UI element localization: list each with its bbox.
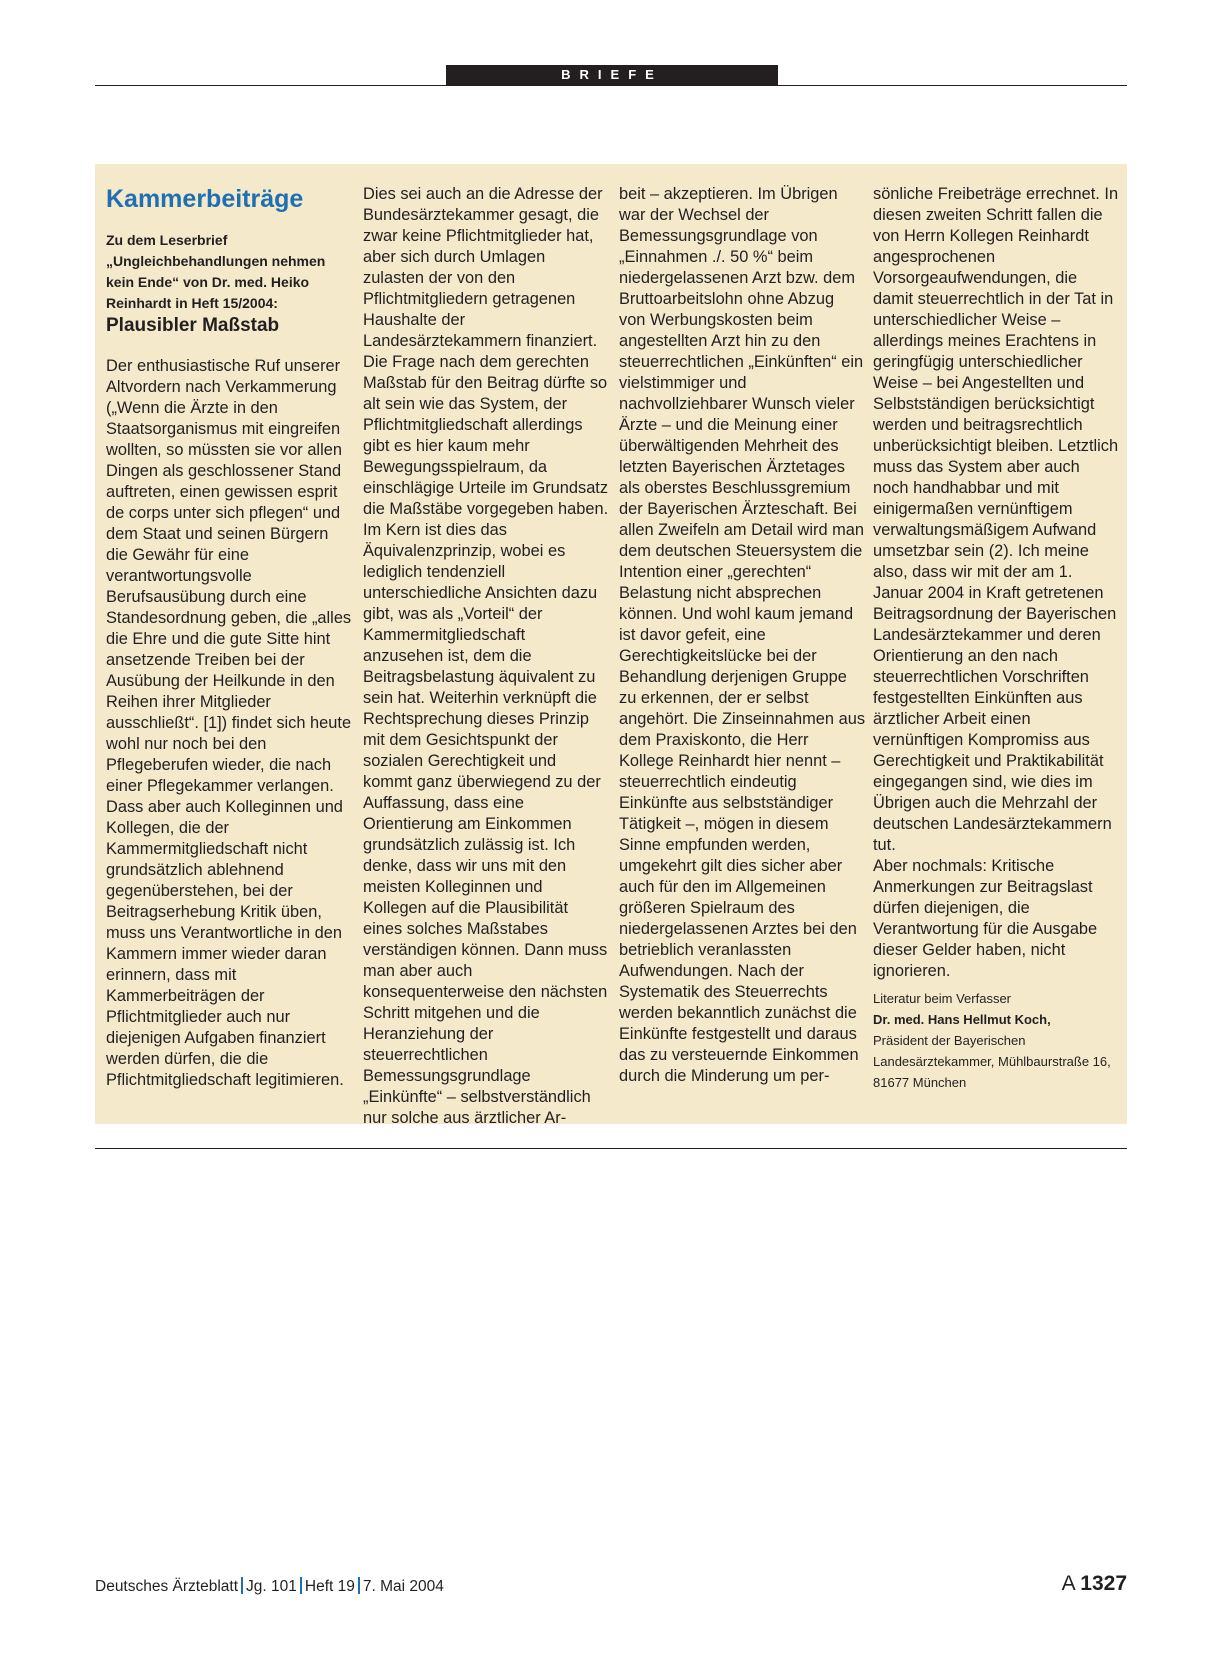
column-3 — [619, 184, 865, 1087]
column-4 — [873, 184, 1119, 1093]
letter-box — [95, 164, 1127, 1127]
journal-name: Deutsches Ärzteblatt — [95, 1578, 239, 1595]
author-name: Dr. med. Hans Hellmut Koch, — [873, 1012, 1051, 1027]
bottom-rule — [95, 1148, 1127, 1149]
article-intro: Zu dem Leserbrief „Ungleichbehandlungen nehmen kein Ende“ von Dr. med. Heiko Reinhardt in Heft 15/2004: — [106, 232, 326, 311]
article-subhead: Plausibler Maßstab — [106, 315, 280, 336]
page-number-value: 1327 — [1080, 1572, 1127, 1595]
separator — [358, 1577, 360, 1594]
page-number — [1062, 1572, 1127, 1596]
separator — [241, 1577, 243, 1594]
section-label: BRIEFE — [446, 65, 778, 85]
body-paragraph: Die Frage nach dem gerechten Maßstab für den Beitrag dürfte so alt sein wie das System, der Pflichtmitgliedschaft allerdings gibt es hier kaum mehr Bewegungsspielraum, da einschlägige Urteile im Grundsatz die Maßstäbe vorgegeben haben. Im Kern ist dies das Äquivalenzprinzip, wobei es lediglich tendenziell unterschiedliche Ansichten dazu gibt, was als „Vorteil“ der Kammermitgliedschaft anzusehen ist, dem die Beitragsbelastung äquivalent zu sein hat. Weiterhin verknüpft die Rechtsprechung dieses Prinzip mit dem Gesichtspunkt der sozialen Gerechtigkeit und kommt ganz überwiegend zu der Auffassung, dass eine Orientierung am Einkommen grundsätzlich zulässig ist. Ich denke, dass wir uns mit den meisten Kolleginnen und Kollegen auf die Plausibilität eines solches Maßstabes verständigen können. Dann muss man aber auch konsequenterweise den nächsten Schritt mitgehen und die Heranziehung der steuerrechtlichen Bemessungsgrundlage „Einkünfte“ – selbstverständlich nur solche aus ärztlicher Ar- — [363, 353, 609, 1127]
body-paragraph: Der enthusiastische Ruf unserer Altvordern nach Verkammerung („Wenn die Ärzte in den Staatsorganismus mit eingreifen wollten, so müssten sie vor allen Dingen als geschlossener Stand auftreten, einen gewissen esprit de corps unter sich pflegen“ und dem Staat und seinen Bürgern die Gewähr für eine verantwortungsvolle Berufsausübung durch eine Standesordnung geben, die „alles die Ehre und die gute Sitte hint ansetzende Treiben bei der Ausübung der Heilkunde in den Reihen ihrer Mitglieder ausschließt“. [1]) findet sich heute wohl nur noch bei den Pflegeberufen wieder, die nach einer Pflegekammer verlangen. Dass aber auch Kolleginnen und Kollegen, die der Kammermitgliedschaft nicht grundsätzlich ablehnend gegenüberstehen, bei der Beitragserhebung Kritik üben, muss uns Verantwortliche in den Kammern immer wieder daran erinnern, dass mit Kammerbeiträgen der Pflichtmitglieder auch nur diejenigen Aufgaben finanziert werden dürfen, die die Pflichtmitgliedschaft legitimieren. — [106, 357, 352, 1089]
body-paragraph: sönliche Freibeträge errechnet. In diesen zweiten Schritt fallen die von Herrn Kollegen Reinhardt angesprochenen Vorsorgeaufwendungen, die damit steuerrechtlich in der Tat in unterschiedlicher Weise – allerdings meines Erachtens in geringfügig unterschiedlicher Weise – bei Angestellten und Selbstständigen berücksichtigt werden und beitragsrechtlich unberücksichtigt bleiben. Letztlich muss das System aber auch noch handhabbar und mit einigermaßen vernünftigem verwaltungsmäßigem Aufwand umsetzbar sein (2). Ich meine also, dass wir mit der am 1. Januar 2004 in Kraft getretenen Beitragsordnung der Bayerischen Landesärztekammer und deren Orientierung an den nach steuerrechtlichen Vorschriften festgestellten Einkünften aus ärztlicher Arbeit einen vernünftigen Kompromiss aus Gerechtigkeit und Praktikabilität eingegangen sind, wie dies im Übrigen auch die Mehrzahl der deutschen Landesärztekammern tut. — [873, 185, 1119, 854]
footer-citation — [95, 1577, 444, 1596]
page-prefix: A — [1061, 1572, 1075, 1595]
body-paragraph: Dies sei auch an die Adresse der Bundesärztekammer gesagt, die zwar keine Pflichtmitglieder hat, aber sich durch Umlagen zulasten der von den Pflichtmitgliedern getragenen Haushalte der Landesärztekammern finanziert. — [363, 185, 603, 350]
header-rule — [95, 85, 1127, 86]
author-address: 81677 München — [873, 1075, 967, 1090]
column-1 — [106, 184, 352, 1091]
journal-date: 7. Mai 2004 — [362, 1578, 444, 1595]
body-paragraph: beit – akzeptieren. Im Übrigen war der Wechsel der Bemessungsgrundlage von „Einnahmen ./. 50 %“ beim niedergelassenen Arzt bzw. dem Bruttoarbeitslohn ohne Abzug von Werbungskosten beim angestellten Arzt hin zu den steuerrechtlichen „Einkünften“ ein vielstimmiger und nachvollziehbarer Wunsch vieler Ärzte – und die Meinung einer überwältigenden Mehrheit des letzten Bayerischen Ärztetages als oberstes Beschlussgremium der Bayerischen Ärzteschaft. Bei allen Zweifeln am Detail wird man dem deutschen Steuersystem die Intention einer „gerechten“ Belastung nicht absprechen können. Und wohl kaum jemand ist davor gefeit, eine Gerechtigkeitslücke bei der Behandlung derjenigen Gruppe zu erkennen, der er selbst angehört. Die Zinseinnahmen aus dem Praxiskonto, die Herr Kollege Reinhardt hier nennt – steuerrechtlich eindeutig Einkünfte aus selbstständiger Tätigkeit –, mögen in diesem Sinne empfunden werden, umgekehrt gilt dies sicher aber auch für den im Allgemeinen größeren Spielraum des niedergelassenen Arztes bei den betrieblich veranlassten Aufwendungen. Nach der Systematik des Steuerrechts werden bekanntlich zunächst die Einkünfte festgestellt und daraus das zu versteuernde Einkommen durch die Minderung um per- — [619, 185, 866, 1085]
journal-issue: Heft 19 — [304, 1578, 355, 1595]
body-paragraph: Aber nochmals: Kritische Anmerkungen zur Beitragslast dürfen diejenigen, die Verantwortung für die Ausgabe dieser Gelder haben, nicht ignorieren. — [873, 857, 1098, 980]
author-affiliation: Präsident der Bayerischen Landesärztekammer, Mühlbaurstraße 16, — [873, 1033, 1111, 1069]
column-2 — [363, 184, 609, 1129]
article-title: Kammerbeiträge — [106, 185, 304, 213]
separator — [300, 1577, 302, 1594]
literature-note: Literatur beim Verfasser — [873, 991, 1012, 1006]
journal-volume: Jg. 101 — [246, 1578, 297, 1595]
